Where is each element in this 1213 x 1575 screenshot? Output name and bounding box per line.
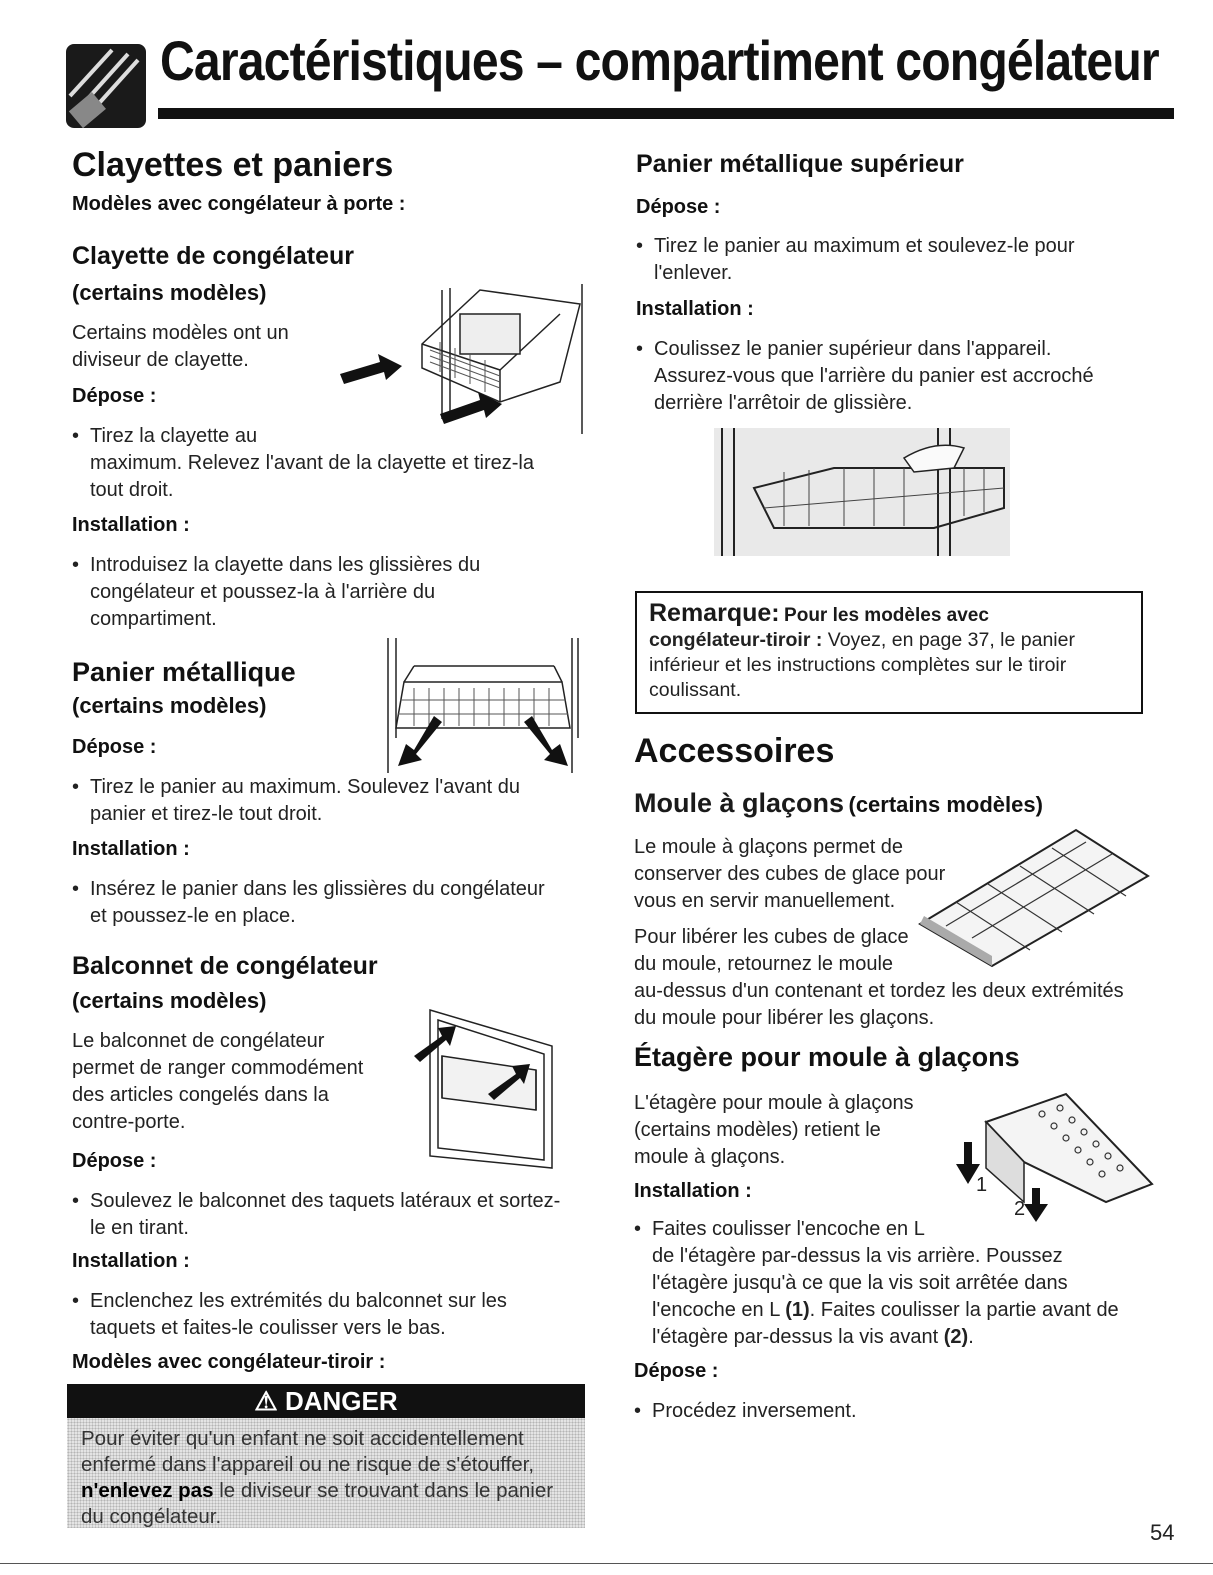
basket-heading: Panier métallique: [72, 657, 296, 687]
callout-2: 2: [1014, 1198, 1026, 1220]
title-rule: [158, 108, 1174, 119]
ice-shelf-depose-text: • Procédez inversement.: [634, 1398, 1154, 1425]
balcony-depose-text: • Soulevez le balconnet des taquets latéraux et sortez- le en tirant.: [72, 1188, 592, 1242]
balcony-depose-label: Dépose :: [72, 1150, 157, 1172]
fridge-shelf-icon: [66, 44, 146, 128]
door-balcony-illustration: [412, 1006, 558, 1170]
shelf-heading: Clayette de congélateur: [72, 242, 355, 270]
ice-shelf-depose-label: Dépose :: [634, 1360, 719, 1382]
top-basket-heading: Panier métallique supérieur: [636, 150, 964, 178]
remark-box: Remarque: Pour les modèles avec congélateur-tiroir : Voyez, en page 37, le panier inférieur et les instructions complètes sur le tiroir coulissant.: [635, 591, 1143, 714]
bottom-rule: [0, 1563, 1213, 1564]
basket-depose-text: • Tirez le panier au maximum. Soulevez l'avant du panier et tirez-le tout droit.: [72, 774, 592, 828]
danger-message: Pour éviter qu'un enfant ne soit accidentellement enfermé dans l'appareil ou ne risque de s'étouffer, n'enlevez pas le diviseur se trouvant dans le panier du congélateur.: [67, 1418, 585, 1528]
ice-shelf-illustration: [956, 1092, 1156, 1224]
ice-shelf-intro: L'étagère pour moule à glaçons (certains modèles) retient le moule à glaçons.: [634, 1092, 914, 1168]
basket-install-label: Installation :: [72, 838, 190, 860]
top-basket-install-label: Installation :: [636, 298, 754, 320]
balcony-intro: Le balconnet de congélateur permet de ranger commodément des articles congelés dans la contre-porte.: [72, 1030, 364, 1133]
balcony-subheading: (certains modèles): [72, 988, 267, 1013]
ice-tray-illustration: [916, 826, 1152, 968]
shelf-install-text: • Introduisez la clayette dans les glissières du congélateur et poussez-la à l'arrière du compartiment.: [72, 552, 592, 633]
ice-shelf-install-label: Installation :: [634, 1180, 752, 1202]
callout-1: 1: [976, 1174, 988, 1196]
top-basket-illustration: [714, 428, 1010, 556]
section-title-shelves: Clayettes et paniers: [72, 146, 394, 184]
danger-banner: ⚠ DANGER: [67, 1384, 585, 1418]
balcony-install-text: • Enclenchez les extrémités du balconnet sur les taquets et faites-le coulisser vers le bas.: [72, 1288, 592, 1342]
shelf-depose-label: Dépose :: [72, 385, 157, 407]
shelf-subheading: (certains modèles): [72, 280, 267, 305]
page-title: Caractéristiques – compartiment congélateur: [160, 29, 1159, 92]
section-title-accessories: Accessoires: [634, 732, 835, 770]
warning-icon: ⚠: [254, 1386, 285, 1416]
basket-install-text: • Insérez le panier dans les glissières du congélateur et poussez-le en place.: [72, 876, 592, 930]
ice-tray-intro: Le moule à glaçons permet de conserver des cubes de glace pour vous en servir manuellement.: [634, 836, 946, 912]
balcony-heading: Balconnet de congélateur: [72, 952, 378, 980]
wire-basket-illustration: [384, 638, 584, 773]
top-basket-depose-label: Dépose :: [636, 196, 721, 218]
basket-subheading: (certains modèles): [72, 693, 267, 718]
drawer-models-label: Modèles avec congélateur-tiroir :: [72, 1351, 386, 1373]
top-basket-install-text: • Coulissez le panier supérieur dans l'appareil. Assurez-vous que l'arrière du panier est accroché derrière l'arrêtoir de glissière.: [636, 336, 1156, 417]
ice-tray-release: Pour libérer les cubes de glace du moule, retournez le moule au-dessus d'un contenant et tordez les deux extrémités du moule pour libérer les glaçons.: [634, 926, 1124, 1029]
ice-shelf-heading: Étagère pour moule à glaçons: [634, 1042, 1020, 1072]
door-models-label: Modèles avec congélateur à porte :: [72, 193, 406, 215]
balcony-install-label: Installation :: [72, 1250, 190, 1272]
shelf-intro: Certains modèles ont un diviseur de clayette.: [72, 322, 289, 371]
top-basket-depose-text: • Tirez le panier au maximum et soulevez-le pour l'enlever.: [636, 233, 1156, 287]
ice-shelf-install-text: • Faites coulisser l'encoche en L de l'étagère par-dessus la vis arrière. Poussez l'étagère jusqu'à ce que la vis soit arrêtée dans l'encoche en L (1). Faites coulisser la partie avant de l'étagère par-dessus la vis avant (2).: [634, 1216, 1154, 1351]
page-number: 54: [1150, 1520, 1175, 1545]
shelf-depose-text: • Tirez la clayette au maximum. Relevez l'avant de la clayette et tirez-la tout droit.: [72, 423, 592, 504]
basket-depose-label: Dépose :: [72, 736, 157, 758]
shelf-install-label: Installation :: [72, 514, 190, 536]
freezer-shelf-illustration: [330, 284, 592, 434]
ice-tray-heading: Moule à glaçons (certains modèles): [634, 788, 1043, 818]
